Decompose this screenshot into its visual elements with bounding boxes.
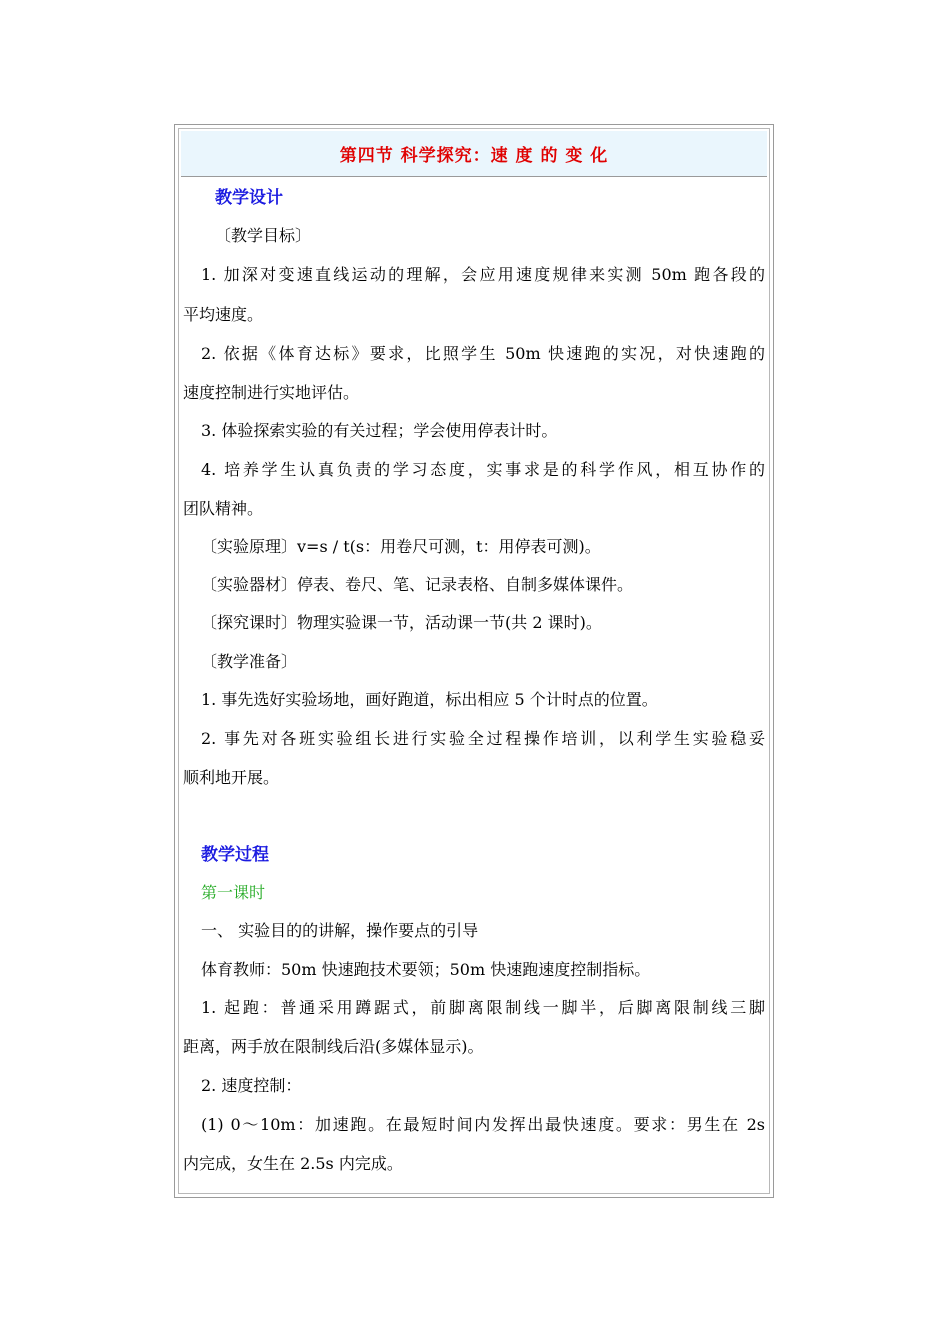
part-1-heading: 一、 实验目的的讲解，操作要点的引导 xyxy=(201,921,479,940)
equipment: 〔实验器材〕停表、卷尺、笔、记录表格、自制多媒体课件。 xyxy=(201,575,634,594)
goal-1-line-2: 平均速度。 xyxy=(183,305,264,324)
goal-3: 3. 体验探索实验的有关过程；学会使用停表计时。 xyxy=(201,421,558,440)
goals-label: 〔教学目标〕 xyxy=(215,226,312,245)
process-heading: 教学过程 xyxy=(201,845,269,865)
accel-line-2: 内完成，女生在 2.5s 内完成。 xyxy=(183,1154,403,1173)
lesson-1-heading: 第一课时 xyxy=(201,883,266,902)
title-bar xyxy=(181,131,767,177)
pe-teacher-text: 体育教师：50m 快速跑技术要领；50m 快速跑速度控制指标。 xyxy=(201,960,651,979)
goal-4-line-1: 4. 培养学生认真负责的学习态度，实事求是的科学作风，相互协作的 xyxy=(201,460,765,479)
prep-2-line-1: 2. 事先对各班实验组长进行实验全过程操作培训，以利学生实验稳妥 xyxy=(201,729,765,748)
content-frame xyxy=(174,124,774,1198)
start-line-2: 距离，两手放在限制线后沿(多媒体显示)。 xyxy=(183,1037,484,1056)
goal-2-line-2: 速度控制进行实地评估。 xyxy=(183,383,360,402)
document-body xyxy=(183,177,765,1189)
prep-2-line-2: 顺利地开展。 xyxy=(183,768,280,787)
class-hours: 〔探究课时〕物理实验课一节，活动课一节(共 2 课时)。 xyxy=(201,613,602,632)
page-title: 第四节 科学探究：速 度 的 变 化 xyxy=(339,146,609,166)
principle: 〔实验原理〕v=s / t(s：用卷尺可测，t：用停表可测)。 xyxy=(201,537,601,556)
goal-1-line-1: 1. 加深对变速直线运动的理解，会应用速度规律来实测 50m 跑各段的 xyxy=(201,265,765,284)
prep-label: 〔教学准备〕 xyxy=(201,652,298,671)
goal-4-line-2: 团队精神。 xyxy=(183,499,264,518)
prep-1: 1. 事先选好实验场地，画好跑道，标出相应 5 个计时点的位置。 xyxy=(201,690,658,709)
start-line-1: 1. 起跑：普通采用蹲踞式，前脚离限制线一脚半，后脚离限制线三脚 xyxy=(201,998,765,1017)
content-inner-border xyxy=(178,128,770,1194)
goal-2-line-1: 2. 依据《体育达标》要求，比照学生 50m 快速跑的实况，对快速跑的 xyxy=(201,344,765,363)
design-heading: 教学设计 xyxy=(215,188,283,208)
speed-control: 2. 速度控制： xyxy=(201,1076,302,1095)
accel-line-1: (1) 0～10m：加速跑。在最短时间内发挥出最快速度。要求：男生在 2s xyxy=(201,1115,765,1134)
